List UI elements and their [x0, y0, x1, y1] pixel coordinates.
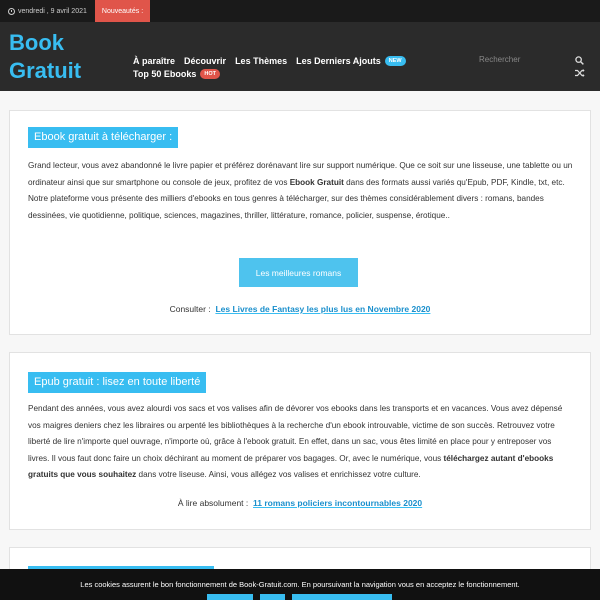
nav-item-label: Top 50 Ebooks: [133, 69, 197, 79]
top-bar: [0, 0, 600, 22]
cookie-text: Les cookies assurent le bon fonctionnement de Book-Gratuit.com. En poursuivant la navigation vous en acceptez le fonctionnement.: [80, 580, 520, 589]
search-icon[interactable]: [575, 56, 584, 65]
paragraph-text: Pendant des années, vous avez alourdi vos sacs et vos valises afin de dévorer vos ebooks dans les transports et en vacances. Vous avez dépensé vos maigres deniers chez les libraires ou arpenté les bibliothèques à la recherche d'un ebook introuvable, victime de son succès. Retrouvez votre liberté de lire n'importe quel ouvrage, n'importe où, grâce à l'ebook gratuit. En effet, dans un sac, vous êtes limité en place pour y entreposer vos livres. Il vous faut donc faire un choix déchirant au moment de préparer vos bagages. Or, avec le numérique, vous: [28, 404, 563, 463]
epub-card: [9, 352, 591, 530]
paragraph-text: dans votre liseuse. Ainsi, vous allégez vos valises et enrichissez votre culture.: [136, 470, 421, 480]
cookie-banner: [0, 569, 600, 600]
site-logo[interactable]: [9, 29, 81, 85]
date-text: vendredi , 9 avril 2021: [18, 7, 87, 15]
paragraph-text: dans des formats aussi variés qu'Epub, PDF, Kindle, txt, etc. Notre plateforme vous présente des milliers d'ebooks en tous genres à télécharger, sur des thèmes considérablement divers : romans, bandes dessinées, vie quotidienne, politique, sciences, magazines, thriller, littérature, romance, policier, suspense, érotique..: [28, 177, 565, 220]
intro-card: [9, 110, 591, 335]
fantasy-link[interactable]: Les Livres de Fantasy les plus lus en Novembre 2020: [215, 304, 431, 314]
date-display: [0, 8, 87, 15]
paragraph-bold: Ebook Gratuit: [289, 177, 344, 187]
cookie-settings-button[interactable]: [292, 594, 392, 600]
search-input[interactable]: Rechercher: [479, 55, 521, 64]
best-novels-button[interactable]: Les meilleures romans: [239, 258, 358, 287]
new-badge: NEW: [385, 56, 406, 66]
main-nav: [133, 56, 415, 66]
nav-item-decouvrir[interactable]: Découvrir: [184, 56, 227, 66]
site-header: [0, 22, 600, 91]
intro-paragraph: [28, 158, 573, 224]
cookie-accept-button[interactable]: [207, 594, 253, 600]
section-title: Ebook gratuit à télécharger :: [28, 127, 178, 148]
read-line: [10, 498, 590, 508]
consult-line: [10, 304, 590, 314]
nav-item-a-paraitre[interactable]: À paraître: [133, 56, 176, 66]
epub-paragraph: [28, 401, 573, 484]
nav-item-label: Les Derniers Ajouts: [296, 56, 381, 66]
read-prefix: À lire absolument :: [177, 498, 249, 508]
news-label: Nouveautés :: [95, 0, 150, 22]
paragraph-bold: téléchargez autant d'ebooks gratuits que vous souhaitez: [28, 453, 554, 480]
hot-badge: HOT: [200, 69, 220, 79]
consult-prefix: Consulter :: [169, 304, 211, 314]
nav-item-themes[interactable]: Les Thèmes: [235, 56, 288, 66]
logo-line-1: Book: [9, 30, 64, 55]
section-title: Epub gratuit : lisez en toute liberté: [28, 372, 206, 393]
clock-icon: [8, 8, 15, 15]
paragraph-text: Grand lecteur, vous avez abandonné le livre papier et préférez dorénavant lire sur support numérique. Que ce soit sur une lisseuse, une tablette ou un ordinateur ainsi que sur smartphone ou console de jeux, profitez de vos: [28, 161, 573, 187]
policiers-link[interactable]: 11 romans policiers incontournables 2020: [253, 498, 423, 508]
cookie-more-button[interactable]: [260, 594, 285, 600]
logo-line-2: Gratuit: [9, 58, 82, 83]
nav-item-derniers-ajouts[interactable]: [296, 56, 406, 66]
